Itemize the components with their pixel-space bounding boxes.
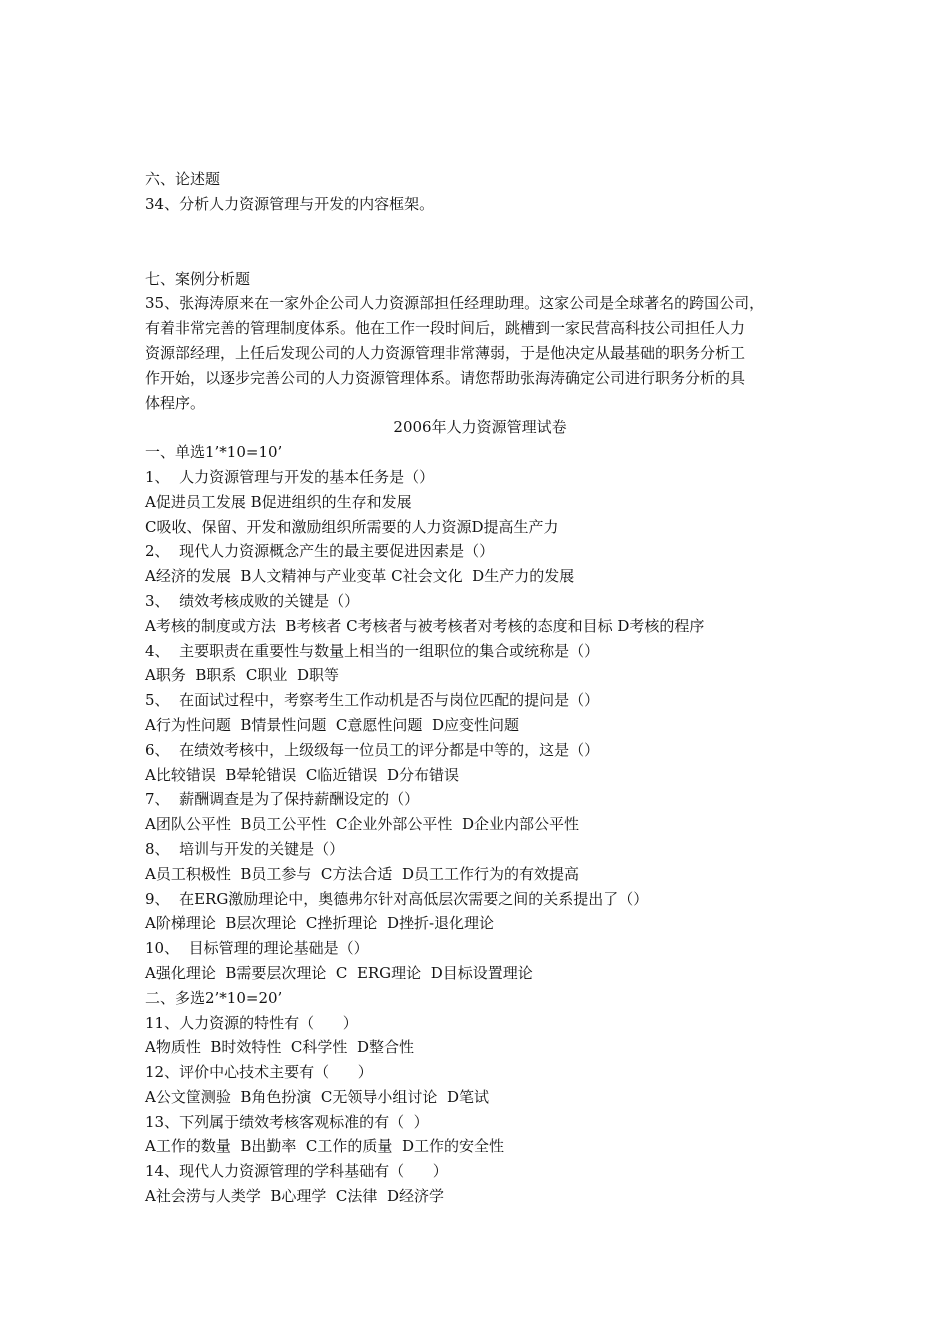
part1-heading: 一、单选1’*10=10’	[145, 443, 283, 462]
question-line: 4、 主要职责在重要性与数量上相当的一组职位的集合或统称是（）	[145, 641, 600, 660]
option-line: A比较错误 B晕轮错误 C临近错误 D分布错误	[145, 765, 459, 784]
part2-questions	[145, 1011, 815, 1209]
part1-questions	[145, 465, 815, 986]
question-35-line: 资源部经理，上任后发现公司的人力资源管理非常薄弱，于是他决定从最基础的职务分析工	[145, 343, 746, 362]
question-line: 10、 目标管理的理论基础是（）	[145, 939, 369, 958]
question-line: 2、 现代人力资源概念产生的最主要促进因素是（）	[145, 542, 495, 561]
question-line: 5、 在面试过程中，考察考生工作动机是否与岗位匹配的提问是（）	[145, 691, 600, 710]
question-line: 1、 人力资源管理与开发的基本任务是（）	[145, 467, 435, 486]
option-line: A公文筐测验 B角色扮演 C无领导小组讨论 D笔试	[145, 1087, 489, 1106]
question-35-line: 35、张海涛原来在一家外企公司人力资源部担任经理助理。这家公司是全球著名的跨国公司，	[145, 294, 765, 313]
option-line: A阶梯理论 B层次理论 C挫折理论 D挫折-退化理论	[145, 914, 495, 933]
question-line: 12、评价中心技术主要有（ ）	[145, 1063, 373, 1082]
question-34: 34、分析人力资源管理与开发的内容框架。	[145, 194, 435, 213]
exam-title: 2006年人力资源管理试卷	[393, 418, 567, 437]
option-line: A物质性 B时效特性 C科学性 D整合性	[145, 1038, 414, 1057]
section7-heading: 七、案例分析题	[145, 269, 251, 288]
section-gap	[145, 217, 815, 267]
top-margin	[145, 0, 815, 167]
option-line: A工作的数量 B出勤率 C工作的质量 D工作的安全性	[145, 1137, 504, 1156]
question-35-line: 体程序。	[145, 393, 206, 412]
question-line: 7、 薪酬调查是为了保持薪酬设定的（）	[145, 790, 420, 809]
option-line: A促进员工发展 B促进组织的生存和发展	[145, 492, 412, 511]
question-35-line: 有着非常完善的管理制度体系。他在工作一段时间后，跳槽到一家民营高科技公司担任人力	[145, 319, 746, 338]
question-line: 13、下列属于绩效考核客观标准的有（ ）	[145, 1112, 429, 1131]
question-line: 9、 在ERG激励理论中，奥德弗尔针对高低层次需要之间的关系提出了（）	[145, 889, 649, 908]
option-line: C吸收、保留、开发和激励组织所需要的人力资源D提高生产力	[145, 517, 559, 536]
option-line: A社会涝与人类学 B心理学 C法律 D经济学	[145, 1187, 444, 1206]
option-line: A职务 B职系 C职业 D职等	[145, 666, 339, 685]
option-line: A行为性问题 B情景性问题 C意愿性问题 D应变性问题	[145, 715, 519, 734]
question-line: 14、现代人力资源管理的学科基础有（ ）	[145, 1162, 448, 1181]
option-line: A考核的制度或方法 B考核者 C考核者与被考核者对考核的态度和目标 D考核的程序	[145, 616, 705, 635]
option-line: A团队公平性 B员工公平性 C企业外部公平性 D企业内部公平性	[145, 815, 579, 834]
question-line: 11、人力资源的特性有（ ）	[145, 1013, 358, 1032]
question-line: 6、 在绩效考核中，上级级每一位员工的评分都是中等的，这是（）	[145, 740, 600, 759]
question-line: 3、 绩效考核成败的关键是（）	[145, 591, 360, 610]
option-line: A员工积极性 B员工参与 C方法合适 D员工工作行为的有效提高	[145, 864, 579, 883]
question-35-line: 作开始，以逐步完善公司的人力资源管理体系。请您帮助张海涛确定公司进行职务分析的具	[145, 368, 746, 387]
question-line: 8、 培训与开发的关键是（）	[145, 839, 345, 858]
question-35	[145, 291, 815, 415]
section6-heading: 六、论述题	[145, 170, 221, 188]
option-line: A经济的发展 B人文精神与产业变革 C社会文化 D生产力的发展	[145, 567, 575, 586]
part2-heading: 二、多选2’*10=20’	[145, 988, 283, 1007]
document-page	[145, 0, 815, 1209]
option-line: A强化理论 B需要层次理论 C ERG理论 D目标设置理论	[145, 963, 533, 982]
